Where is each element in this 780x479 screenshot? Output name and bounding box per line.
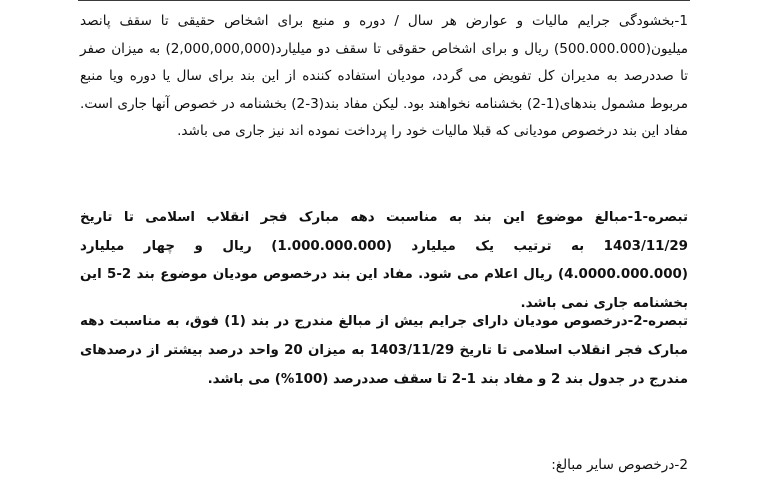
paragraph-clause-2-heading: 2-درخصوص سایر مبالغ: [551,457,688,473]
paragraph-note-1: تبصره-1-مبالغ موضوع این بند به مناسبت دهه مبارک فجر انقلاب اسلامی تا تاریخ 1403/11/29 به ترتیب یک میلیارد (1.000.000.000) ریال و چهار میلیارد (4.0000.000.000) ریال اعلام می شود. مفاد این بند درخصوص مودیان موضوع بند 2-5 این بخشنامه جاری نمی باشد. [80,210,688,311]
paragraph-note-2: تبصره-2-درخصوص مودیان دارای جرایم بیش از مبالغ مندرج در بند (1) فوق، به مناسبت دهه مبارک فجر انقلاب اسلامی تا تاریخ 1403/11/29 به میزان 20 واحد درصد بیشتر از درصدهای مندرج در جدول بند 2 و مفاد بند 1-2 تا سقف صددرصد (100%) می باشد. [80,314,688,387]
paragraph-clause-1: 1-بخشودگی جرایم مالیات و عوارض هر سال / دوره و منبع برای اشخاص حقیقی تا سقف پانصد میلیون(500.000.000) ریال و برای اشخاص حقوقی تا سقف دو میلیارد(2,000,000,000) به میزان صفر تا صددرصد به مدیران کل تفویض می گردد، مودیان استفاده کننده از این بند برای سال یا دوره ویا منبع مربوط مشمول بندهای(1-2) بخشنامه نخواهند بود. لیکن مفاد بند(3-2) بخشنامه در خصوص آنها جاری است. مفاد این بند درخصوص مودیانی که قبلا مالیات خود را پرداخت نموده اند نیز جاری می باشد. [80,13,688,139]
document-page [80,0,688,473]
